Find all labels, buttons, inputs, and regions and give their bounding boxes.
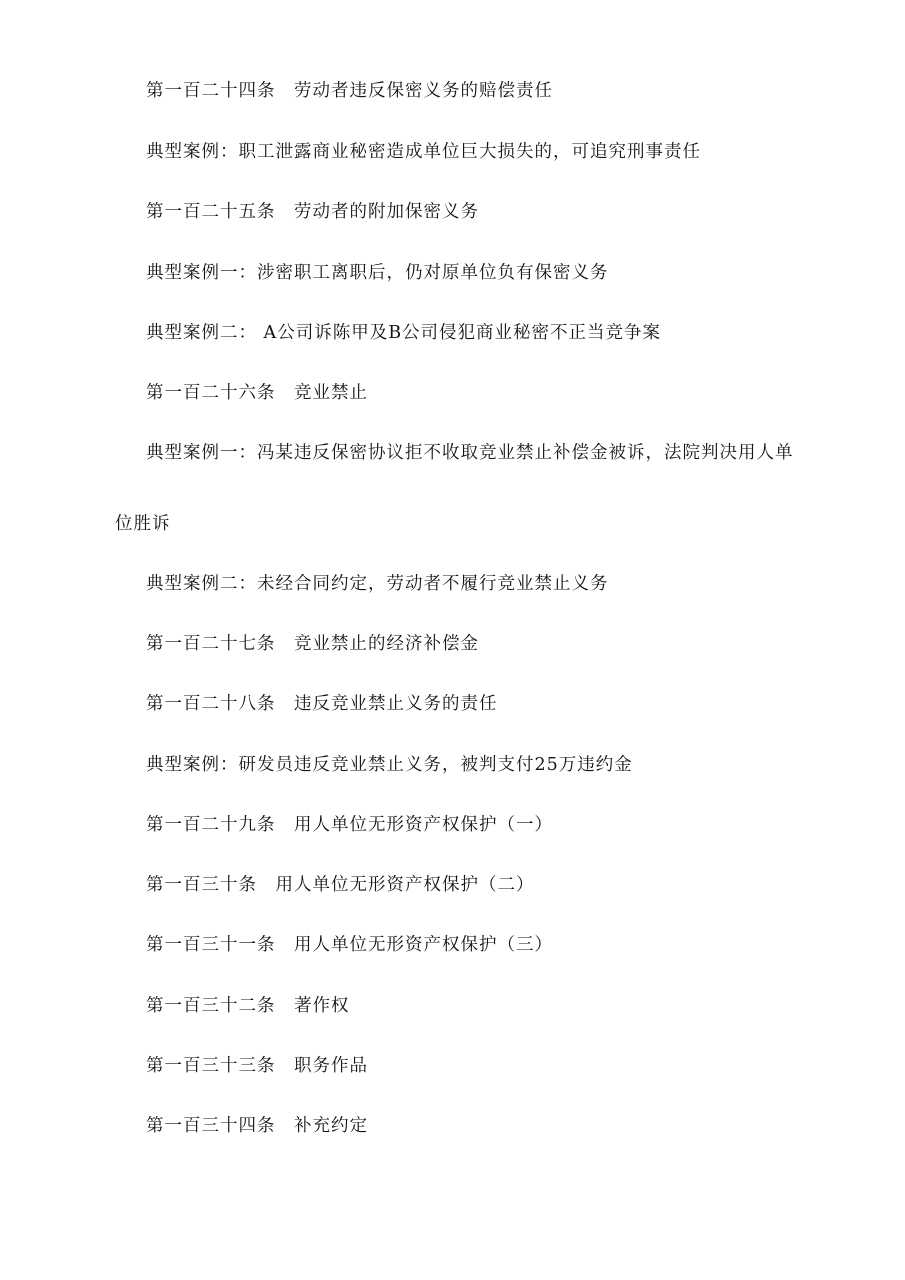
- article-124-heading: 第一百二十四条 劳动者违反保密义务的赔偿责任: [146, 81, 553, 101]
- case-126-two: 典型案例二：未经合同约定，劳动者不履行竞业禁止义务: [146, 574, 609, 594]
- article-130-heading: 第一百三十条 用人单位无形资产权保护（二）: [146, 875, 535, 895]
- article-128-heading: 第一百二十八条 违反竞业禁止义务的责任: [146, 694, 498, 714]
- article-127-heading: 第一百二十七条 竞业禁止的经济补偿金: [146, 634, 479, 654]
- article-126-heading: 第一百二十六条 竞业禁止: [146, 383, 368, 403]
- case-125-one: 典型案例一：涉密职工离职后，仍对原单位负有保密义务: [146, 263, 609, 283]
- article-133-heading: 第一百三十三条 职务作品: [146, 1056, 368, 1076]
- case-125-two: 典型案例二： A公司诉陈甲及B公司侵犯商业秘密不正当竞争案: [146, 323, 662, 343]
- article-134-heading: 第一百三十四条 补充约定: [146, 1116, 368, 1136]
- case-126-one-line2: 位胜诉: [115, 514, 171, 534]
- case-128-typical: 典型案例：研发员违反竞业禁止义务，被判支付25万违约金: [146, 755, 633, 775]
- case-124-typical: 典型案例：职工泄露商业秘密造成单位巨大损失的，可追究刑事责任: [146, 142, 701, 162]
- article-132-heading: 第一百三十二条 著作权: [146, 996, 350, 1016]
- case-126-one-line1: 典型案例一：冯某违反保密协议拒不收取竞业禁止补偿金被诉，法院判决用人单: [146, 443, 794, 463]
- article-125-heading: 第一百二十五条 劳动者的附加保密义务: [146, 202, 479, 222]
- article-129-heading: 第一百二十九条 用人单位无形资产权保护（一）: [146, 815, 553, 835]
- article-131-heading: 第一百三十一条 用人单位无形资产权保护（三）: [146, 935, 553, 955]
